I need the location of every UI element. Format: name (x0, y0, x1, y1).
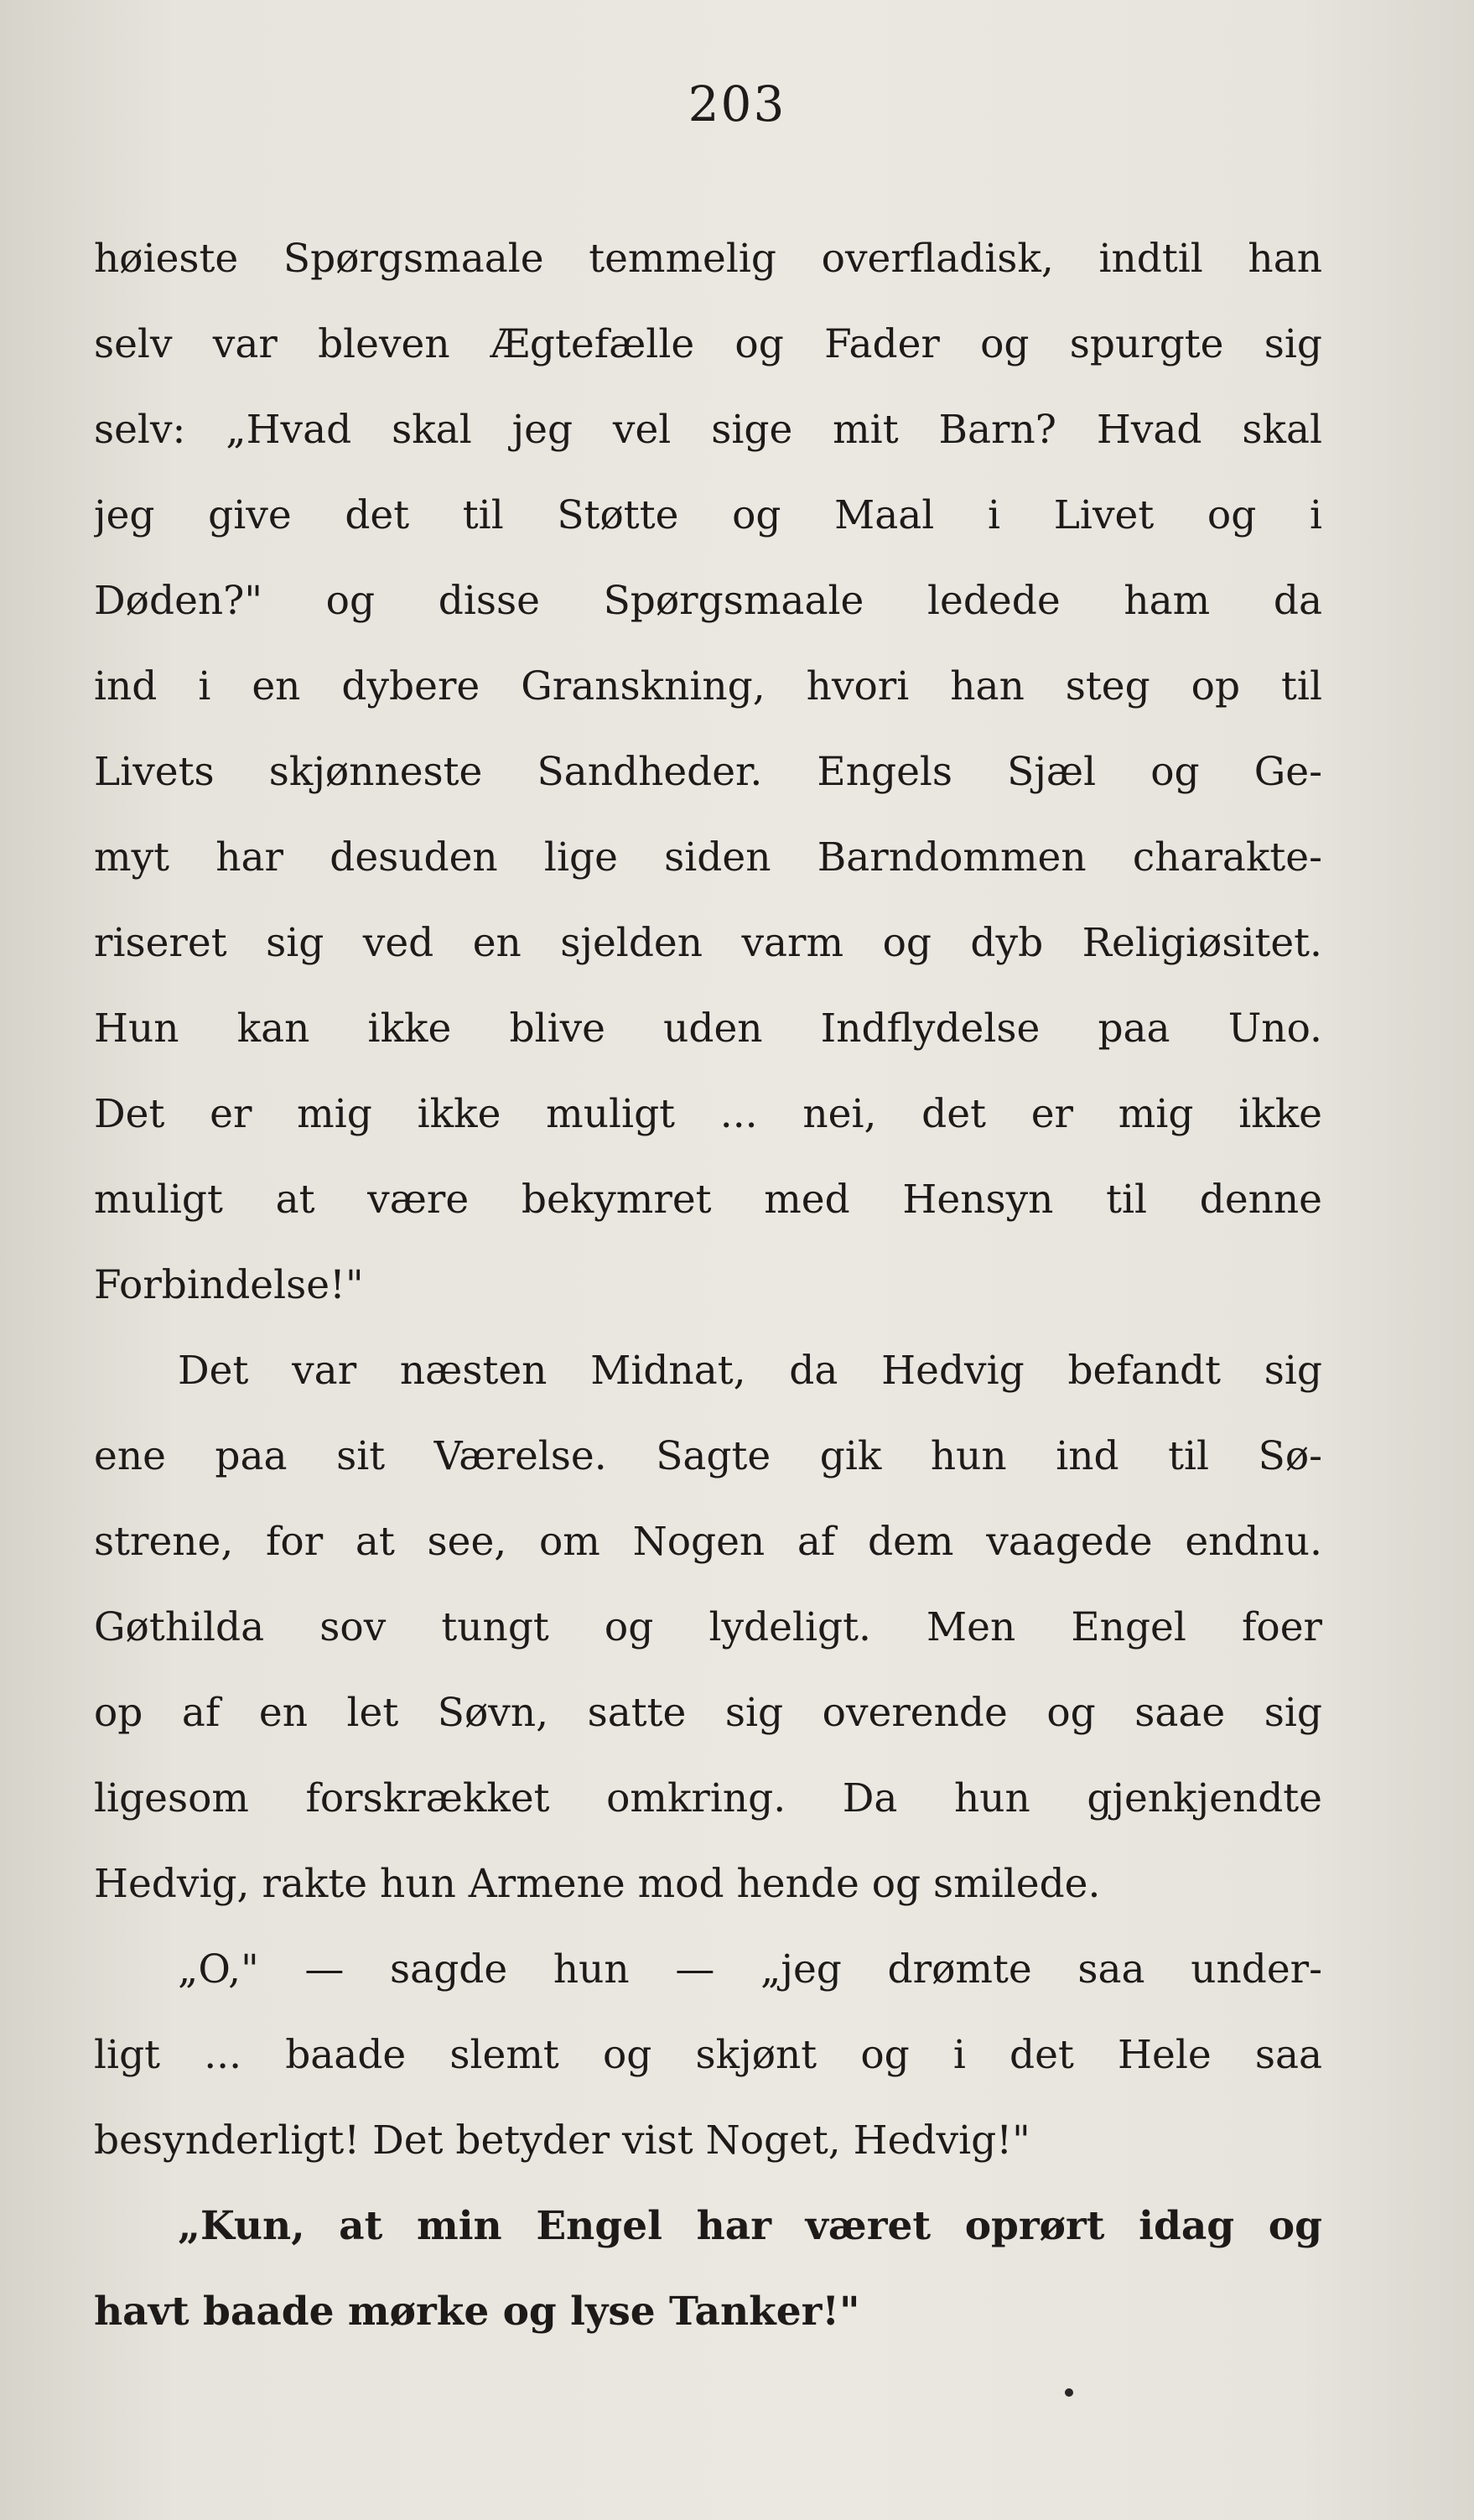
text-line: ind i en dybere Granskning, hvori han steg op til (94, 663, 1322, 709)
text-line: myt har desuden lige siden Barndommen charakte- (94, 834, 1322, 881)
text-line: ligt ... baade slemt og skjønt og i det Hele saa (94, 2032, 1322, 2078)
text-line: Hun kan ikke blive uden Indflydelse paa Uno. (94, 1005, 1322, 1052)
text-line: riseret sig ved en sjelden varm og dyb Religiøsitet. (94, 920, 1322, 966)
paragraph-end-line: havt baade mørke og lyse Tanker!" (94, 2289, 860, 2335)
text-line: selv: „Hvad skal jeg vel sige mit Barn? Hvad skal (94, 407, 1322, 453)
text-line: høieste Spørgsmaale temmelig overfladisk, indtil han (94, 236, 1322, 282)
text-line: strene, for at see, om Nogen af dem vaagede endnu. (94, 1519, 1322, 1565)
text-line: jeg give det til Støtte og Maal i Livet og i (94, 492, 1322, 538)
text-line: Gøthilda sov tungt og lydeligt. Men Engel foer (94, 1604, 1322, 1650)
paragraph-end-line: Hedvig, rakte hun Armene mod hende og smilede. (94, 1861, 1101, 1907)
text-line: op af en let Søvn, satte sig overende og saae sig (94, 1690, 1322, 1736)
text-line: ene paa sit Værelse. Sagte gik hun ind til Sø- (94, 1433, 1322, 1479)
text-line: ligesom forskrækket omkring. Da hun gjenkjendte (94, 1775, 1322, 1821)
paragraph-end-line: Forbindelse!" (94, 1262, 364, 1308)
body-text (94, 216, 1322, 2355)
paragraph-end-line: besynderligt! Det betyder vist Noget, Hedvig!" (94, 2117, 1030, 2164)
dialogue-start-line: „Kun, at min Engel har været oprørt idag og (178, 2203, 1322, 2249)
text-line: muligt at være bekymret med Hensyn til denne (94, 1177, 1322, 1223)
page-number: 203 (688, 75, 786, 132)
text-line: Det er mig ikke muligt ... nei, det er mig ikke (94, 1091, 1322, 1137)
ink-speck (1065, 2388, 1073, 2397)
text-line: Livets skjønneste Sandheder. Engels Sjæl og Ge- (94, 749, 1322, 795)
paragraph-start-line: Det var næsten Midnat, da Hedvig befandt sig (178, 1348, 1322, 1394)
dialogue-start-line: „O," — sagde hun — „jeg drømte saa under- (178, 1946, 1322, 1993)
text-line: Døden?" og disse Spørgsmaale ledede ham da (94, 578, 1322, 624)
text-line: selv var bleven Ægtefælle og Fader og spurgte sig (94, 321, 1322, 367)
